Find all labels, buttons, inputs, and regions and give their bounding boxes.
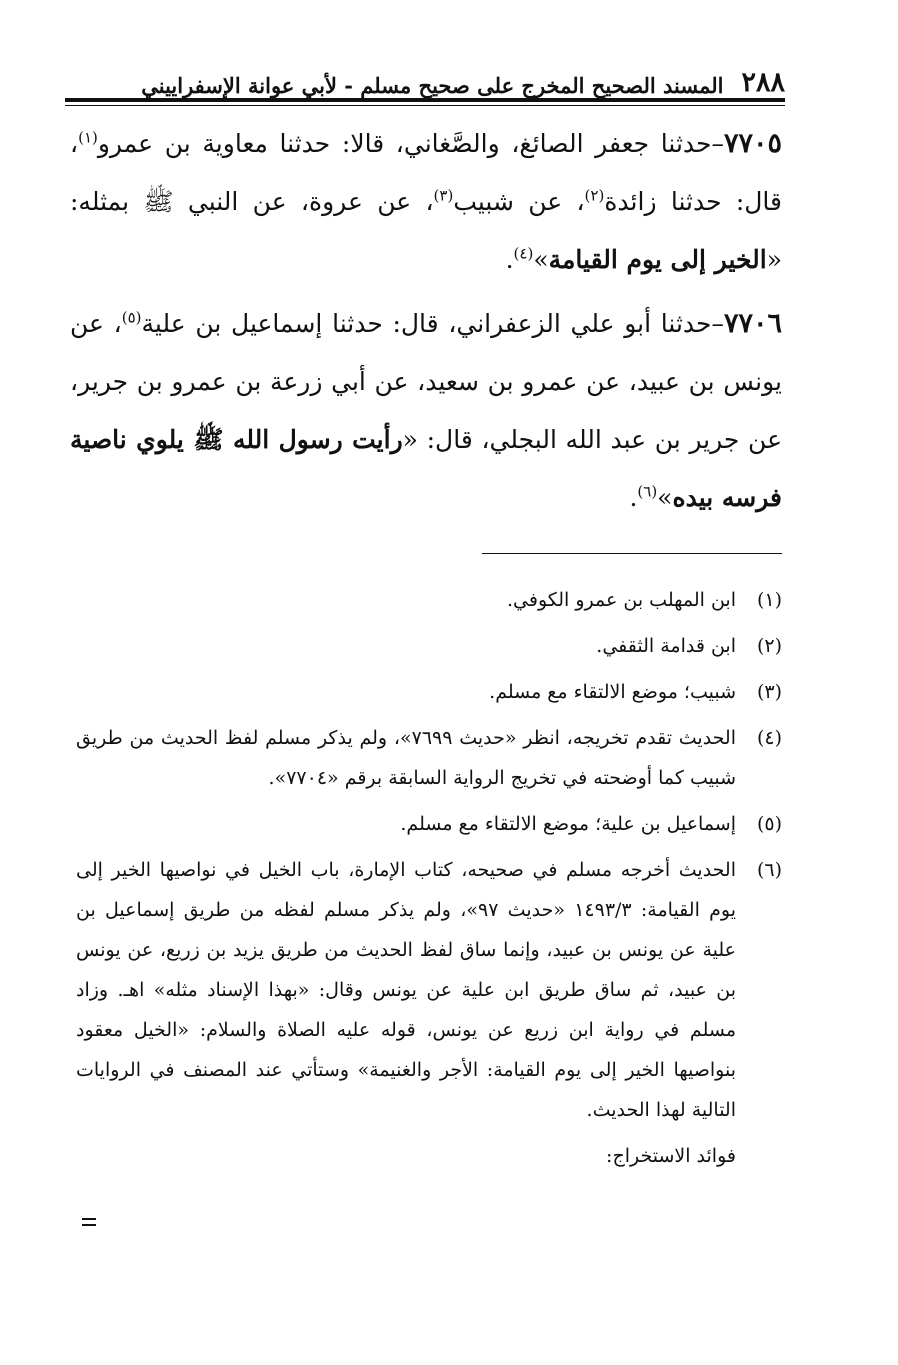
hadith-text: ، قال: حدثنا زائدة [70, 129, 782, 216]
footnote-text: الحديث تقدم تخريجه، انظر «حديث ٧٦٩٩»، ولم يذكر مسلم لفظ الحديث من طريق شبيب كما أوضحته في تخريج الرواية السابقة برقم «٧٧٠٤». [76, 727, 737, 789]
end-mark [82, 1218, 96, 1230]
hadith-text: ، عن يونس بن عبيد، عن عمرو بن سعيد، عن أبي زرعة بن عمرو بن جرير، عن جرير بن عبد الله البجلي، قال: « [70, 309, 782, 454]
footnote-item [76, 580, 782, 620]
hadith-text: ، عن شبيب [453, 187, 585, 216]
footnote-item [76, 718, 782, 798]
hadith-matn: الخير إلى يوم القيامة [548, 245, 767, 274]
footnote-text: شبيب؛ موضع الالتقاء مع مسلم. [489, 681, 736, 703]
hadith-text: » [657, 483, 673, 512]
footnote-text: الحديث أخرجه مسلم في صحيحه، كتاب الإمارة، باب الخيل في نواصيها الخير إلى يوم القيامة: ١٤٩٣/٣ «حديث ٩٧»، ولم يذكر مسلم لفظه من طريق إسماعيل بن علية عن يونس بن عبيد، وإنما ساق لفظ الحديث من طريق يزيد بن زريع، عن يونس بن عبيد، ثم ساق طريق ابن علية عن يونس وقال: «بهذا الإسناد مثله» اهـ. وزاد مسلم في رواية ابن زريع عن يونس، قوله عليه الصلاة والسلام: «الخيل معقود بنواصيها الخير إلى يوم القيامة: الأجر والغنيمة» وستأتي عند المصنف في الروايات التالية لهذا الحديث. [76, 859, 736, 1121]
footnotes [76, 580, 782, 1176]
hadith-text: ، عن عروة، عن النبي ﷺ بمثله: « [70, 187, 782, 274]
footnote-ref[interactable]: (٢) [584, 186, 605, 205]
hadith-7706 [70, 295, 782, 527]
footnote-ref[interactable]: (١) [78, 128, 98, 147]
footnote-ref[interactable]: (٦) [637, 482, 658, 501]
page-number: ٢٨٨ [741, 67, 785, 98]
footnote-item [76, 850, 782, 1130]
footnote-ref[interactable]: (٣) [433, 186, 454, 205]
hadith-text: –حدثنا أبو علي الزعفراني، قال: حدثنا إسماعيل بن علية [141, 309, 724, 338]
main-text [70, 115, 782, 533]
footnote-separator [482, 553, 782, 554]
header-rule-thick [65, 98, 785, 102]
istikhraj-benefits-heading: فوائد الاستخراج: [606, 1145, 736, 1167]
hadith-end: . [629, 483, 638, 512]
running-title: المسند الصحيح المخرج على صحيح مسلم - لأبي عوانة الإسفراييني [141, 73, 724, 98]
footnote-ref[interactable]: (٥) [121, 308, 142, 327]
footnote-item [76, 672, 782, 712]
footnote-text: ابن المهلب بن عمرو الكوفي. [506, 589, 736, 611]
footnote-number: (٥) [756, 813, 782, 835]
footnote-number: (٦) [756, 859, 782, 881]
hadith-matn: رأيت رسول الله ﷺ يلوي ناصية فرسه بيده [70, 425, 782, 512]
hadith-number: ٧٧٠٦ [723, 308, 782, 339]
header-rule-thin [65, 105, 785, 106]
footnote-number: (٢) [756, 635, 782, 657]
footnote-ref[interactable]: (٤) [513, 244, 534, 263]
hadith-end: . [505, 245, 514, 274]
footnote-item [76, 804, 782, 844]
footnote-number: (٣) [756, 681, 782, 703]
footnote-number: (١) [756, 589, 782, 611]
hadith-7705 [70, 115, 782, 289]
footnote-text: إسماعيل بن علية؛ موضع الالتقاء مع مسلم. [400, 813, 736, 835]
footnote-text: ابن قدامة الثقفي. [596, 635, 736, 657]
page-header [65, 60, 785, 96]
hadith-text: –حدثنا جعفر الصائغ، والصَّغاني، قالا: حدثنا معاوية بن عمرو [97, 129, 724, 158]
hadith-number: ٧٧٠٥ [723, 128, 782, 159]
footnote-item [76, 626, 782, 666]
hadith-text: » [533, 245, 549, 274]
footnote-number: (٤) [756, 727, 782, 749]
